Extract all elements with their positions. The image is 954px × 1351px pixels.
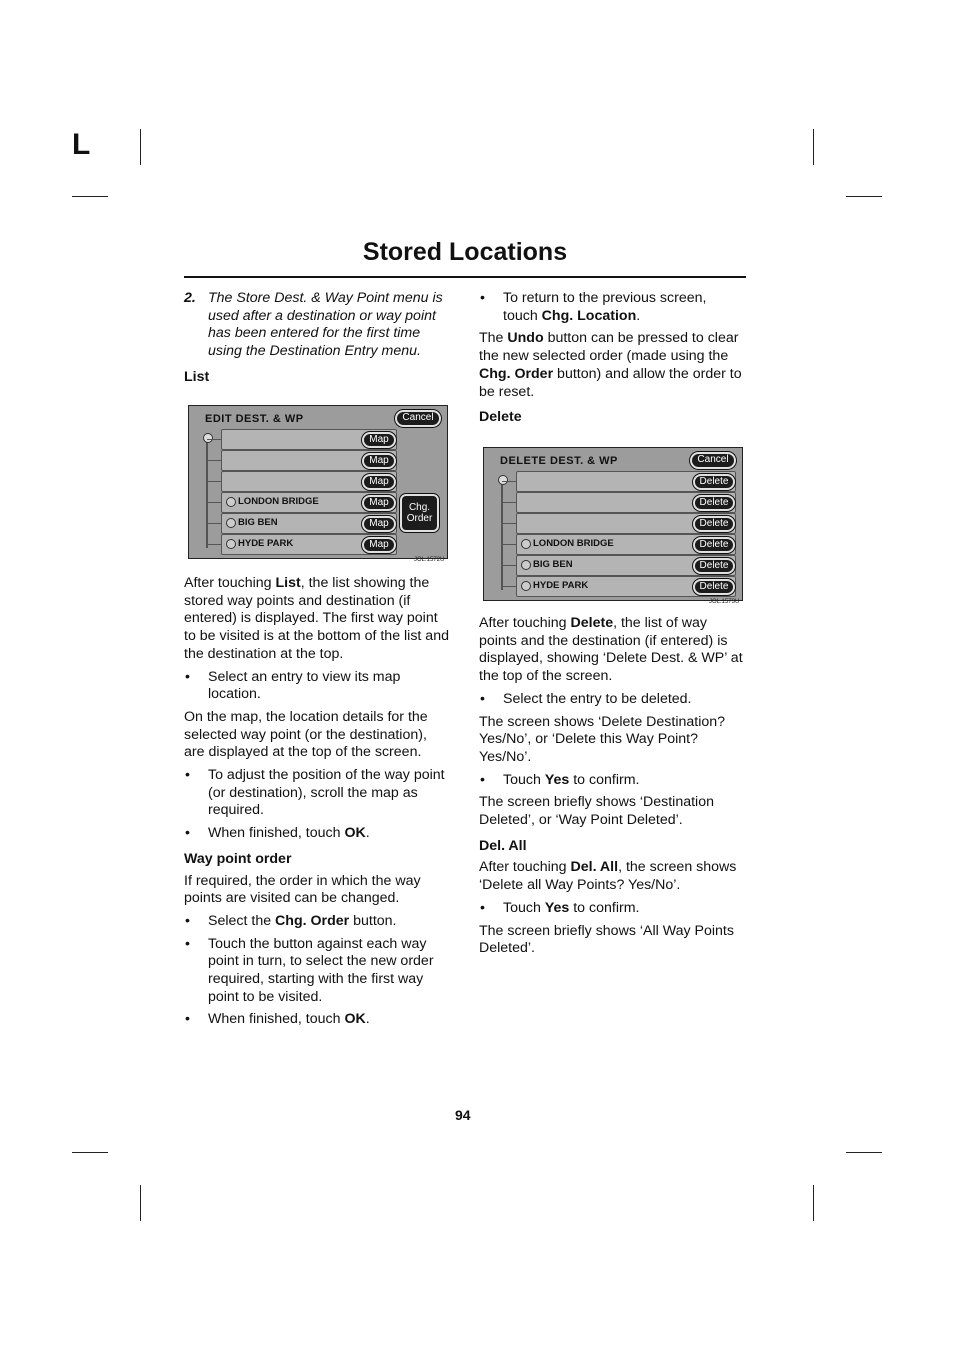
delete-button[interactable]: Delete [693, 579, 735, 595]
map-button[interactable]: Map [362, 474, 396, 490]
tree-line [501, 478, 503, 590]
tree-branch [207, 523, 221, 524]
destination-icon [203, 433, 213, 443]
bullet-item: • To adjust the position of the way point (or destination), scroll the map as required. [185, 767, 445, 819]
waypoint-label: HYDE PARK [238, 538, 294, 549]
step-item [184, 290, 450, 361]
delete-heading: Delete [479, 409, 522, 426]
title-rule [184, 276, 746, 278]
tree-branch [502, 565, 516, 566]
chg-order-label-2: Order [406, 513, 433, 524]
destination-icon [498, 475, 508, 485]
tree-branch [502, 481, 516, 482]
delete-button[interactable]: Delete [693, 516, 735, 532]
delete-button[interactable]: Delete [693, 537, 735, 553]
waypoint-icon [226, 497, 236, 507]
figure-ref: JOL.1573U [709, 599, 740, 605]
waypoint-icon [226, 518, 236, 528]
screen-title: EDIT DEST. & WP [205, 413, 304, 425]
crop-mark [140, 1185, 141, 1221]
left-column [184, 290, 450, 391]
waypoint-label: LONDON BRIDGE [533, 538, 614, 549]
crop-mark [813, 1185, 814, 1221]
waypoint-row[interactable] [516, 492, 736, 513]
waypoint-row[interactable] [221, 492, 397, 513]
delete-button[interactable]: Delete [693, 474, 735, 490]
section-letter: L [72, 128, 91, 161]
tree-branch [502, 544, 516, 545]
paragraph: After touching Del. All, the screen shows ‘Delete all Way Points? Yes/No’. [479, 859, 737, 894]
map-button[interactable]: Map [362, 537, 396, 553]
crop-mark [813, 129, 814, 165]
waypoint-icon [521, 581, 531, 591]
tree-branch [502, 586, 516, 587]
cancel-button[interactable]: Cancel [395, 410, 441, 427]
paragraph: After touching List, the list showing the stored way points and destination (if entered) is displayed. The first way point to be visited is at the bottom of the list and the destination at the top. [184, 575, 449, 662]
delete-button[interactable]: Delete [693, 495, 735, 511]
step-text: The Store Dest. & Way Point menu is used after a destination or way point has been entered for the first time using the Destination Entry menu. [208, 290, 443, 360]
waypoint-row[interactable] [516, 576, 736, 597]
waypoint-row[interactable] [221, 429, 397, 450]
map-button[interactable]: Map [362, 516, 396, 532]
tree-branch [207, 544, 221, 545]
waypoint-label: LONDON BRIDGE [238, 496, 319, 507]
cancel-button[interactable]: Cancel [690, 452, 736, 469]
waypoint-label: HYDE PARK [533, 580, 589, 591]
chg-order-button[interactable] [400, 494, 439, 532]
screen-title: DELETE DEST. & WP [500, 455, 618, 467]
figure-ref: JOL.1572U [414, 557, 445, 563]
left-column-body [184, 575, 450, 1034]
bullet-item: • Touch Yes to confirm. [480, 771, 640, 788]
paragraph: After touching Delete, the list of way points and the destination (if entered) is displayed, showing ‘Delete Dest. & WP’ at the top of the screen. [479, 615, 743, 685]
crop-mark [846, 196, 882, 197]
edit-dest-screen [188, 405, 448, 559]
waypoint-icon [521, 560, 531, 570]
waypoint-row[interactable] [516, 534, 736, 555]
chg-order-label-1: Chg. [408, 502, 431, 513]
bullet-item: • Select the entry to be deleted. [480, 690, 692, 707]
delete-dest-screen [483, 447, 743, 601]
bullet-item: • Touch the button against each way point in turn, to select the new order required, starting with the first way point to be visited. [185, 935, 434, 1005]
waypoint-row[interactable] [516, 513, 736, 534]
paragraph: The screen briefly shows ‘Destination Deleted’, or ‘Way Point Deleted’. [479, 794, 714, 829]
bullet-item: • When finished, touch OK. [185, 825, 370, 842]
list-heading: List [184, 368, 210, 385]
right-column-body [479, 615, 745, 963]
crop-mark [72, 1152, 108, 1153]
page-title: Stored Locations [362, 238, 568, 266]
tree-branch [207, 481, 221, 482]
waypoint-heading: Way point order [184, 850, 292, 867]
waypoint-row[interactable] [221, 534, 397, 555]
step-number: 2. [184, 290, 196, 306]
tree-line [206, 436, 208, 548]
bullet-item: • Select an entry to view its map location. [185, 668, 401, 703]
waypoint-icon [226, 539, 236, 549]
bullet-item: • To return to the previous screen, touch Chg. Location. [480, 290, 707, 324]
waypoint-row[interactable] [221, 471, 397, 492]
bullet-item: • Touch Yes to confirm. [480, 899, 640, 916]
tree-branch [502, 502, 516, 503]
right-column [479, 290, 745, 431]
page-number: 94 [455, 1107, 471, 1123]
paragraph: On the map, the location details for the selected way point (or the destination), are displayed at the top of the screen. [184, 708, 428, 761]
waypoint-row[interactable] [221, 513, 397, 534]
waypoint-label: BIG BEN [533, 559, 573, 570]
paragraph: The Undo button can be pressed to clear the new selected order (made using the Chg. Order button) and allow the order to be reset. [479, 330, 742, 400]
tree-branch [207, 439, 221, 440]
map-button[interactable]: Map [362, 453, 396, 469]
map-button[interactable]: Map [362, 432, 396, 448]
paragraph: The screen briefly shows ‘All Way Points Deleted’. [479, 922, 734, 957]
tree-branch [502, 523, 516, 524]
tree-branch [207, 502, 221, 503]
crop-mark [140, 129, 141, 165]
delete-button[interactable]: Delete [693, 558, 735, 574]
waypoint-label: BIG BEN [238, 517, 278, 528]
waypoint-row[interactable] [516, 555, 736, 576]
tree-branch [207, 460, 221, 461]
waypoint-icon [521, 539, 531, 549]
paragraph: The screen shows ‘Delete Destination? Yes/No’, or ‘Delete this Way Point? Yes/No’. [479, 713, 726, 765]
paragraph: If required, the order in which the way points are visited can be changed. [184, 872, 421, 907]
map-button[interactable]: Map [362, 495, 396, 511]
bullet-item: • When finished, touch OK. [185, 1011, 370, 1028]
waypoint-row[interactable] [221, 450, 397, 471]
waypoint-row[interactable] [516, 471, 736, 492]
crop-mark [846, 1152, 882, 1153]
delall-heading: Del. All [479, 837, 527, 854]
crop-mark [72, 196, 108, 197]
bullet-item: • Select the Chg. Order button. [185, 912, 397, 929]
